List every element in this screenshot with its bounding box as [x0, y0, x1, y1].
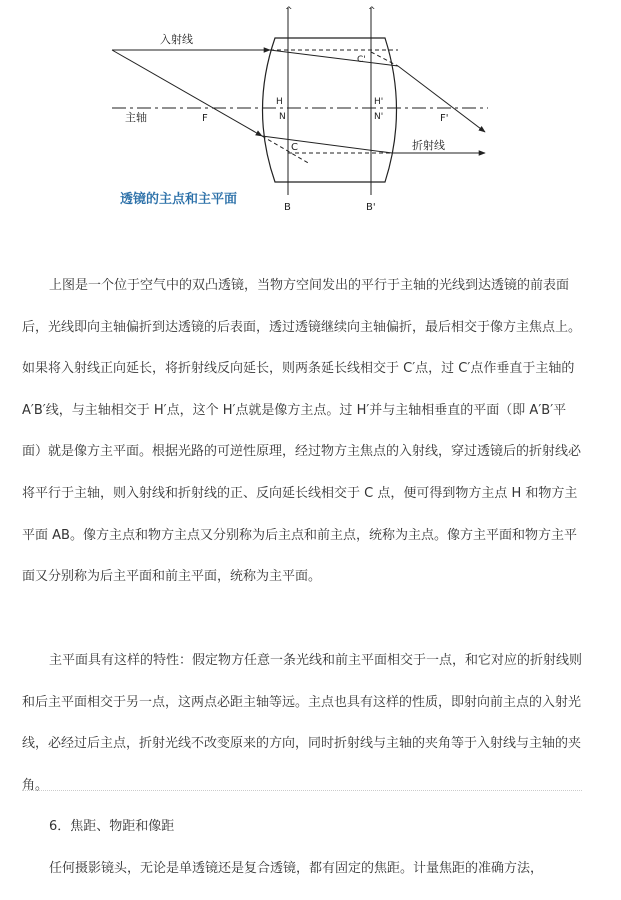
- point-h-prime-label: H': [374, 97, 384, 107]
- point-c-label: C: [291, 142, 298, 153]
- plane-top-mark-right: ^: [368, 6, 376, 16]
- refracted-ray-label: 折射线: [412, 139, 445, 152]
- upper-ray-inside: [270, 50, 398, 66]
- point-h-label: H: [276, 97, 283, 107]
- paragraph-principal-points: 上图是一个位于空气中的双凸透镜，当物方空间发出的平行于主轴的光线到达透镜的前表面后，光线即向主轴偏折到达透镜的后表面，透过透镜继续向主轴偏折，最后相交于像方主焦点上。如果将入射线正向延长，将折射线反向延长，则两条延长线相交于 C′点，过 C′点作垂直于主轴的 A′B′线，与主轴相交于 H′点，这个 H′点就是像方主点。过 H′并与主轴相垂直的平面（即 A′B′平面）就是像方主平面。根据光路的可逆性原理，经过物方主焦点的入射线，穿过透镜后的折射线必将平行于主轴，则入射线和折射线的正、反向延长线相交于 C 点，便可得到物方主点 H 和物方主平面 AB。像方主点和物方主点又分别称为后主点和前主点，统称为主点。像方主平面和物方主平面又分别称为后主平面和前主平面，统称为主平面。: [22, 278, 582, 585]
- point-n-label: N: [279, 112, 286, 122]
- incident-ray-label: 入射线: [160, 33, 193, 46]
- main-axis-label: 主轴: [125, 111, 147, 124]
- focus-f-label: F: [202, 113, 208, 124]
- plane-top-mark-left: ^: [285, 6, 293, 16]
- paragraph-focal-length: 任何摄影镜头，无论是单透镜还是复合透镜，都有固定的焦距。计量焦距的准确方法，: [49, 861, 544, 876]
- point-b-label: B: [284, 202, 291, 213]
- lower-ray-inside: [262, 136, 392, 153]
- point-n-prime-label: N': [374, 112, 384, 122]
- lens-principal-points-diagram: [0, 0, 621, 220]
- section-heading-focal-length: 6．焦距、物距和像距: [49, 819, 175, 834]
- point-b-prime-label: B': [366, 202, 376, 213]
- point-c-prime-label: C': [357, 55, 366, 65]
- lens-outline: [263, 38, 397, 182]
- lower-incident-extension: [262, 136, 310, 164]
- paragraph-principal-plane-property: 主平面具有这样的特性：假定物方任意一条光线和前主平面相交于一点，和它对应的折射线则和后主平面相交于另一点，这两点必距主轴等远。主点也具有这样的性质，即射向前主点的入射光线，必经过后主点，折射光线不改变原来的方向，同时折射线与主轴的夹角等于入射线与主轴的夹角。: [22, 653, 583, 793]
- focus-f-prime-label: F': [440, 113, 449, 124]
- figure-caption: 透镜的主点和主平面: [120, 192, 238, 207]
